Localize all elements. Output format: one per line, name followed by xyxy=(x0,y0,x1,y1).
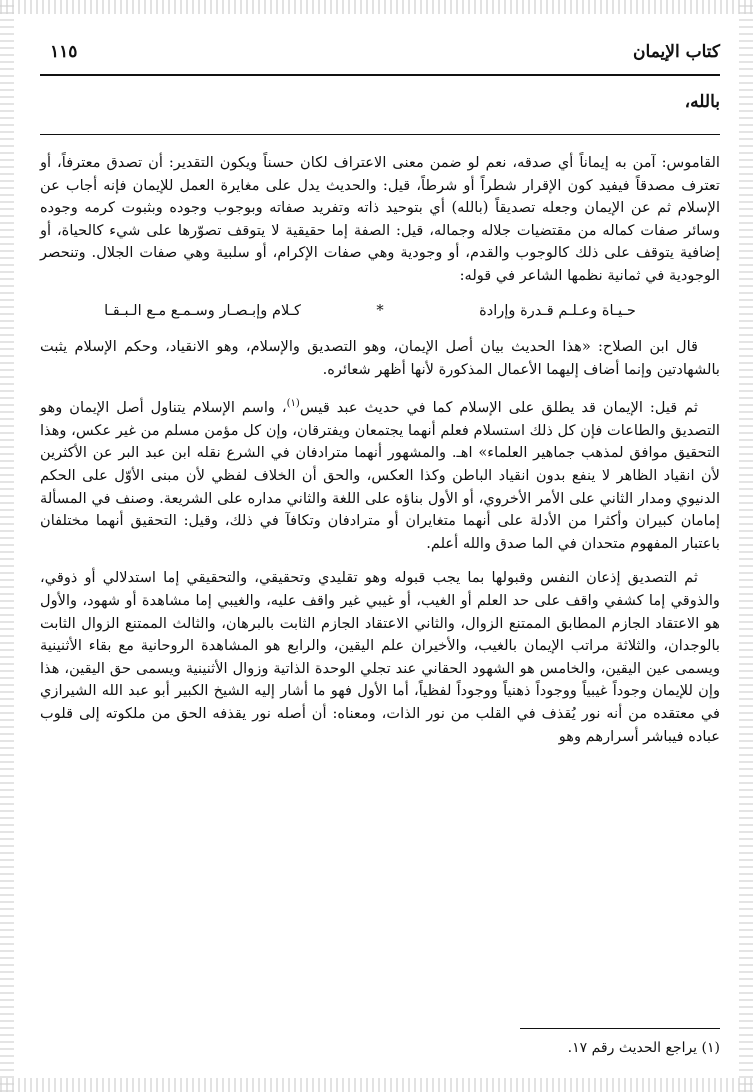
book-page xyxy=(40,40,720,1070)
running-header xyxy=(40,40,720,76)
commentary-paragraph-4: ثم التصديق إذعان النفس وقبولها بما يجب قبوله وهو تقليدي وتحقيقي، والتحقيقي إما استدلالي أو ذوقي، والذوقي إما كشفي واقف على حد العلم أو الغيب، أو غيبي غير واقف عليه، والغيبي إما مشاهدة أو شهود، والأول هو الاعتقاد الجازم المطابق الممتنع الزوال، والثاني الاعتقاد الجازم الثابت بالبرهان، والثالث الممتنع الزوال الثابت بالوجدان، والثلاثة مراتب الإيمان بالغيب، والأخيران علم اليقين، والرابع هو المشاهدة الروحانية مع بقاء الأثنينية ويسمى عين اليقين، والخامس هو الشهود الحقاني عند تجلي الوحدة الذاتية وزوال الأثنينية ويسمى حق اليقين، هذا وإن للإيمان وجوداً غيبياً ووجوداً ذهنياً ووجوداً لفظياً، أما الأول فهو ما أشار إليه الشيخ الكبير أبو عبد الله الشيرازي في معتقده من أنه نور يُقذف في القلب من نور الذات، ومعناه: أن أصله نور يقذفه الحق من ملكوته إلى قلوب عباده فيباشر أسرارهم وهو xyxy=(40,569,720,745)
page-edge-left xyxy=(0,0,14,1092)
page-edge-top xyxy=(0,0,753,14)
commentary-paragraph-1: القاموس: آمن به إيماناً أي صدقه، نعم لو ضمن معنى الاعتراف لكان حسناً ويكون التقدير: أن تصدق معترفاً، أو تعترف مصدقاً فيفيد كون الإقرار شطراً أو شرطاً، قيل: والحديث يدل على مغايرة العمل للإيمان فإنه أجاب عن الإسلام ثم عن الإيمان وجعله تصديقاً (بالله) أي بتوحيد ذاته وتفريد صفاته وبوجوب وجوده وبثبوت كرمه وجوده وسائر صفات كماله من مقتضيات جلاله وجماله، قيل: الصفة إما حقيقية لا يتوقف تصوّرها على شيء كالحياة، أو إضافية يتوقف على ذلك كالوجوب والقدم، أو وجودية وهي صفات الإكرام، أو سلبية وهي صفات الجلال. وتنحصر الوجودية في ثمانية نظمها الشاعر في قوله: xyxy=(40,154,720,284)
paragraph-3-text-b: ، واسم الإسلام يتناول أصل الإيمان وهو التصديق والطاعات فإن كل ذلك استسلام فعلم أنهما يجتمعان ويفترقان، وإن كل مؤمن مسلم من غير عكس، وهذا التحقيق موافق لمذهب جماهير العلماء» اهـ. والمشهور أنهما مترادفان في الشرع نقله ابن عبد البر عن الأكثرين لأن انقياد الظاهر لا ينفع بدون انقياد الباطن وكذا العكس، والحق أن الخلاف لفظي لأن مبنى الأوّل على الحكم الدنيوي ومدار الثاني على الأمر الأخروي، أو الأول بناؤه على اللغة والثاني مداره على الشريعة. وصنف في المسألة إمامان كبيران وأكثرا من الأدلة على أنهما متغايران أو مترادفان وتكافآ في ذلك، وقيل: التحقيق أنهما مختلفان باعتبار المفهوم متحدان في الما صدق والله أعلم. xyxy=(40,399,720,552)
book-title: كتاب الإيمان xyxy=(633,42,720,62)
verse-star-separator: * xyxy=(376,301,384,319)
verse-first-hemistich: حـيـاة وعـلـم قـدرة وإرادة xyxy=(479,301,636,319)
page-edge-right xyxy=(739,0,753,1092)
page-edge-bottom xyxy=(0,1078,753,1092)
poetry-verse xyxy=(40,300,720,323)
footnote-separator xyxy=(520,1028,720,1029)
footnote-reference: (١) xyxy=(286,398,300,410)
matn-text: بالله، xyxy=(684,92,720,112)
footnote: (١) يراجع الحديث رقم ١٧. xyxy=(567,1040,720,1056)
paragraph-3-text-a: ثم قيل: الإيمان قد يطلق على الإسلام كما في حديث عبد قيس xyxy=(299,399,698,417)
commentary-paragraph-2: قال ابن الصلاح: «هذا الحديث بيان أصل الإيمان، وهو التصديق والإسلام، وهو الانقياد، وحكم الإسلام يثبت بالشهادتين وإنما أضاف إليهما الأعمال المذكورة لأنها أظهر شعائره. xyxy=(40,338,720,378)
verse-second-hemistich: كـلام وإبـصـار وسـمـع مـع الـبـقـا xyxy=(104,301,301,319)
commentary-paragraph-3 xyxy=(40,393,720,555)
page-number: ١١٥ xyxy=(50,42,78,62)
commentary-body xyxy=(40,152,720,760)
matn-separator xyxy=(40,134,720,135)
